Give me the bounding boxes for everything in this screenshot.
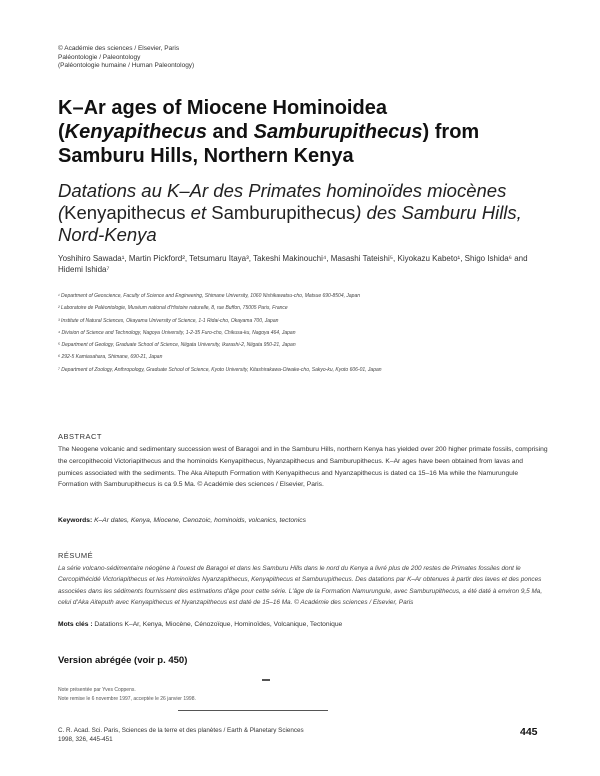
journal-footer [58, 727, 418, 744]
affiliation-item: ⁵ Department of Geology, Graduate School of Science, Niigata University, Ikarashi-2, Niigata 950-21, Japan [58, 342, 296, 349]
affiliations [58, 290, 548, 376]
header-line-3: (Paléontologie humaine / Human Paleontology) [58, 62, 195, 69]
header-line-1: © Académie des sciences / Elsevier, Paris [58, 45, 180, 52]
journal-header [58, 45, 194, 71]
resume-heading: RÉSUMÉ [58, 551, 94, 560]
note-line: Note présentée par Yves Coppens. [58, 687, 136, 693]
affiliation-item: ³ Institute of Natural Sciences, Okayama University of Science, 1-1 Ridai-cho, Okayama 700, Japan [58, 317, 279, 324]
abridged-version-link[interactable]: Version abrégée (voir p. 450) [58, 655, 188, 666]
note-line: Note remise le 6 novembre 1997, acceptée le 26 janvier 1998. [58, 696, 196, 702]
author-list: Yoshihiro Sawada¹, Martin Pickford², Tetsumaru Itaya³, Takeshi Makinouchi⁴, Masashi Tateishi⁵, Kiyokazu Kabeto¹, Shigo Ishida⁶ and Hidemi Ishida⁷ [58, 254, 528, 274]
header-line-2: Paléontologie / Paleontology [58, 53, 141, 61]
abstract-text: The Neogene volcanic and sedimentary succession west of Baragoi and in the Samburu Hills, northern Kenya has yielded over 200 higher primate fossils, comprising the cercopithecoid Victoriapithecus and the hominoids Kenyapithecus, Nyanzapithecus and Samburupithecus. K–Ar ages have been obtained from lavas and pumices associated with the sediments. The Aka Aiteputh Formation with Kenyapithecus and Nyanzapithecus is dated ca 15–16 Ma while the Namurungule Formation with Samburupithecus is ca 9.5 Ma. © Académie des sciences / Elsevier, Paris. [58, 446, 548, 489]
submission-notes [58, 686, 196, 704]
abstract-heading: ABSTRACT [58, 432, 103, 441]
keywords [58, 517, 548, 524]
title-english: K–Ar ages of Miocene Hominoidea (Kenyapithecus and Samburupithecus) from Samburu Hills, Northern Kenya [58, 97, 480, 167]
keywords-label: Keywords: [58, 517, 93, 524]
mots-cles-text: Datations K–Ar, Kenya, Miocène, Cénozoïque, Hominoïdes, Volcanique, Tectonique [94, 621, 343, 628]
page-number: 445 [520, 726, 538, 738]
resume-text: La série volcano-sédimentaire néogène à l'ouest de Baragoi et dans les Samburu Hills dans le nord du Kenya a livré plus de 200 restes de Primates fossiles dont le Cercopithécidé Victoriapithecus et les Hominoïdes Nyanzapithecus, Kenyapithecus et Samburupithecus. Des datations par K–Ar obtenues à partir des laves et des ponces associées dans les sédiments fournissent des estimations d'âge pour cette série. L'âge de la Formation Namurungule, avec Samburupithecus, a été daté à environ 9,5 Ma, celui d'Aka Aiteputh avec Kenyapithecus et Nyanzapithecus est daté de 15–16 Ma. © Académie des sciences / Elsevier, Paris [58, 565, 543, 606]
footer-rule [178, 710, 328, 711]
mots-cles-label: Mots clés : [58, 621, 93, 628]
keywords-text: K–Ar dates, Kenya, Miocene, Cenozoic, hominoids, volcanics, tectonics [94, 517, 306, 524]
footer-line-1: C. R. Acad. Sci. Paris, Sciences de la terre et des planètes / Earth & Planetary Sciences [58, 727, 304, 734]
mots-cles [58, 621, 548, 628]
abstract-section [58, 432, 548, 491]
affiliation-item: ¹ Department of Geoscience, Faculty of Science and Engineering, Shimane University, 1060 Nishikawatsu-cho, Matsue 690-8504, Japan [58, 293, 361, 299]
resume-section [58, 551, 548, 608]
affiliation-item: ⁶ 292-5 Kamiasahara, Shimane, 690-21, Japan [58, 354, 163, 361]
affiliation-item: ² Laboratoire de Paléontologie, Muséum national d'Histoire naturelle, 8, rue Buffon, 75005 Paris, France [58, 305, 288, 312]
affiliation-item: ⁴ Division of Science and Technology, Nagoya University, 1-2-35 Furo-cho, Chikusa-ku, Nagoya 464, Japan [58, 329, 296, 336]
affiliation-item: ⁷ Department of Zoology, Anthropology, Graduate School of Science, Kyoto University, Kitashirakawa-Oiwake-cho, Sakyo-ku, Kyoto 606-01, Japan [58, 366, 382, 373]
footer-line-2: 1998, 326, 445-451 [58, 735, 113, 743]
title-french: Datations au K–Ar des Primates hominoïdes miocènes (Kenyapithecus et Samburupithecus) des Samburu Hills, Nord-Kenya [58, 180, 522, 245]
separator-mark [262, 679, 270, 681]
